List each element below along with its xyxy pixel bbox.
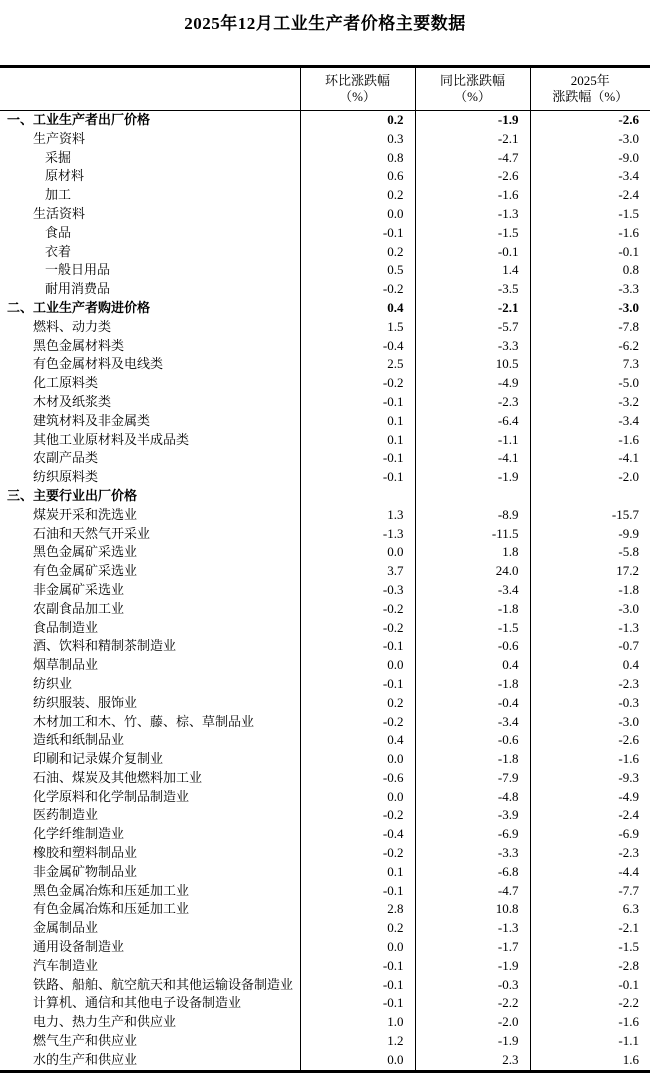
table-row: [0, 130, 650, 149]
yoy-value: -3.5: [415, 280, 530, 299]
yoy-value: -4.1: [415, 449, 530, 468]
ytd-value: -3.4: [618, 168, 639, 184]
row-label: 建筑材料及非金属类: [0, 412, 300, 431]
yoy-value: -4.9: [415, 374, 530, 393]
row-label: 原材料: [0, 167, 300, 186]
ytd-value: -3.0: [618, 130, 639, 146]
row-label: 有色金属矿采选业: [0, 562, 300, 581]
mom-value: -0.1: [300, 637, 415, 656]
yoy-value: -3.3: [415, 337, 530, 356]
row-label: 金属制品业: [0, 919, 300, 938]
table-row: [0, 337, 650, 356]
yoy-value: -0.1: [415, 243, 530, 262]
mom-value: 0.0: [300, 543, 415, 562]
mom-value: 0.0: [300, 938, 415, 957]
row-label: 农副产品类: [0, 449, 300, 468]
ytd-value: -5.0: [618, 375, 639, 391]
ytd-value: -1.1: [618, 1033, 639, 1049]
table-row: [0, 543, 650, 562]
column-header-mom-line2: （%）: [339, 89, 376, 104]
row-label: 其他工业原材料及半成品类: [0, 431, 300, 450]
table-row: [0, 1032, 650, 1051]
ytd-value: -3.3: [618, 281, 639, 297]
ytd-value: -9.0: [618, 149, 639, 165]
yoy-value: -0.3: [415, 976, 530, 995]
mom-value: -0.3: [300, 581, 415, 600]
mom-value: -0.1: [300, 957, 415, 976]
row-label: 医药制造业: [0, 806, 300, 825]
ytd-value: -0.1: [618, 243, 639, 259]
row-label: 石油和天然气开采业: [0, 525, 300, 544]
row-label: 食品制造业: [0, 619, 300, 638]
table-row: [0, 675, 650, 694]
yoy-value: -5.7: [415, 318, 530, 337]
table-row: [0, 619, 650, 638]
yoy-value: -3.9: [415, 806, 530, 825]
row-label: 印刷和记录媒介复制业: [0, 750, 300, 769]
mom-value: -1.3: [300, 525, 415, 544]
ytd-value: -0.1: [618, 976, 639, 992]
ytd-value: -15.7: [611, 506, 639, 522]
table-row: [0, 525, 650, 544]
ytd-value: -1.6: [618, 1014, 639, 1030]
mom-value: 0.1: [300, 431, 415, 450]
yoy-value: -0.6: [415, 637, 530, 656]
mom-value: 0.4: [300, 299, 415, 318]
mom-value: 3.7: [300, 562, 415, 581]
yoy-value: -1.9: [415, 468, 530, 487]
yoy-value: -4.8: [415, 788, 530, 807]
row-label: 二、工业生产者购进价格: [0, 299, 300, 318]
yoy-value: -1.5: [415, 224, 530, 243]
ytd-value: -7.7: [618, 882, 639, 898]
ytd-value: -9.3: [618, 769, 639, 785]
ytd-value: -6.9: [618, 826, 639, 842]
ytd-value: 6.3: [622, 901, 639, 917]
yoy-value: -4.7: [415, 149, 530, 168]
row-label: 通用设备制造业: [0, 938, 300, 957]
yoy-value: -1.3: [415, 205, 530, 224]
yoy-value: 2.3: [415, 1051, 530, 1071]
table-row: [0, 506, 650, 525]
table-row: [0, 863, 650, 882]
yoy-value: -1.9: [415, 1032, 530, 1051]
ytd-value: -3.0: [618, 713, 639, 729]
ytd-value: -1.6: [618, 431, 639, 447]
mom-value: -0.1: [300, 224, 415, 243]
table-row: [0, 243, 650, 262]
column-header-yoy-line1: 同比涨跌幅: [439, 73, 505, 88]
mom-value: -0.1: [300, 675, 415, 694]
table-row: [0, 713, 650, 732]
ytd-value: -3.0: [618, 299, 639, 315]
yoy-value: -1.8: [415, 600, 530, 619]
ytd-value: -1.6: [618, 224, 639, 240]
table-row: [0, 1051, 650, 1071]
ytd-value: -6.2: [618, 337, 639, 353]
mom-value: 0.0: [300, 750, 415, 769]
row-label: 橡胶和塑料制品业: [0, 844, 300, 863]
mom-value: 2.8: [300, 900, 415, 919]
yoy-value: -1.3: [415, 919, 530, 938]
column-header-yoy: [415, 67, 530, 111]
mom-value: 0.0: [300, 1051, 415, 1071]
ytd-value: 1.6: [622, 1051, 639, 1067]
ytd-value: -1.5: [618, 939, 639, 955]
ytd-value: -1.8: [618, 581, 639, 597]
ytd-value: -2.8: [618, 957, 639, 973]
ytd-value: -0.3: [618, 694, 639, 710]
table-row: [0, 994, 650, 1013]
table-row: [0, 900, 650, 919]
row-label: 加工: [0, 186, 300, 205]
row-label: 黑色金属冶炼和压延加工业: [0, 882, 300, 901]
yoy-value: -2.3: [415, 393, 530, 412]
yoy-value: 24.0: [415, 562, 530, 581]
row-label: 烟草制品业: [0, 656, 300, 675]
ytd-value: 0.8: [622, 262, 639, 278]
yoy-value: -1.7: [415, 938, 530, 957]
mom-value: 0.2: [300, 243, 415, 262]
row-label: 纺织服装、服饰业: [0, 694, 300, 713]
table-row: [0, 656, 650, 675]
ytd-value: -0.7: [618, 638, 639, 654]
ytd-value: -2.1: [618, 920, 639, 936]
row-label: 有色金属材料及电线类: [0, 355, 300, 374]
yoy-value: -6.9: [415, 825, 530, 844]
mom-value: -0.1: [300, 449, 415, 468]
table-row: [0, 976, 650, 995]
row-label: 黑色金属矿采选业: [0, 543, 300, 562]
ytd-value: -2.0: [618, 469, 639, 485]
row-label: 食品: [0, 224, 300, 243]
ytd-value: -2.2: [618, 995, 639, 1011]
yoy-value: 1.4: [415, 261, 530, 280]
table-row: [0, 449, 650, 468]
table-row: [0, 149, 650, 168]
row-label: 化学原料和化学制品制造业: [0, 788, 300, 807]
mom-value: 2.5: [300, 355, 415, 374]
yoy-value: -8.9: [415, 506, 530, 525]
table-row: [0, 186, 650, 205]
ytd-value: -7.8: [618, 318, 639, 334]
row-label: 三、主要行业出厂价格: [0, 487, 300, 506]
mom-value: 1.0: [300, 1013, 415, 1032]
mom-value: -0.1: [300, 882, 415, 901]
yoy-value: -6.8: [415, 863, 530, 882]
mom-value: 0.0: [300, 205, 415, 224]
row-label: 衣着: [0, 243, 300, 262]
header-row: [0, 67, 650, 111]
ytd-value: -3.2: [618, 393, 639, 409]
table-row: [0, 374, 650, 393]
mom-value: -0.4: [300, 825, 415, 844]
ytd-value: -9.9: [618, 525, 639, 541]
yoy-value: -2.0: [415, 1013, 530, 1032]
mom-value: 1.2: [300, 1032, 415, 1051]
mom-value: -0.4: [300, 337, 415, 356]
ytd-value: [530, 487, 650, 506]
mom-value: 0.2: [300, 111, 415, 130]
table-row: [0, 844, 650, 863]
mom-value: -0.2: [300, 600, 415, 619]
yoy-value: -1.9: [415, 111, 530, 130]
ytd-value: -3.4: [618, 412, 639, 428]
mom-value: -0.1: [300, 393, 415, 412]
row-label: 酒、饮料和精制茶制造业: [0, 637, 300, 656]
table-row: [0, 600, 650, 619]
table-row: [0, 205, 650, 224]
table-row: [0, 355, 650, 374]
mom-value: 0.6: [300, 167, 415, 186]
mom-value: 1.3: [300, 506, 415, 525]
row-label: 化学纤维制造业: [0, 825, 300, 844]
column-header-label: [0, 67, 300, 111]
mom-value: -0.2: [300, 374, 415, 393]
yoy-value: -3.4: [415, 581, 530, 600]
yoy-value: -1.8: [415, 750, 530, 769]
column-header-ytd-line1: 2025年: [570, 73, 610, 88]
yoy-value: -3.3: [415, 844, 530, 863]
mom-value: 0.5: [300, 261, 415, 280]
yoy-value: -3.4: [415, 713, 530, 732]
yoy-value: -7.9: [415, 769, 530, 788]
price-table-body: [0, 111, 650, 1072]
mom-value: -0.6: [300, 769, 415, 788]
yoy-value: -0.6: [415, 731, 530, 750]
yoy-value: -1.8: [415, 675, 530, 694]
yoy-value: 10.8: [415, 900, 530, 919]
table-row: [0, 957, 650, 976]
yoy-value: -2.6: [415, 167, 530, 186]
table-row: [0, 806, 650, 825]
mom-value: -0.1: [300, 976, 415, 995]
row-label: 农副食品加工业: [0, 600, 300, 619]
row-label: 燃气生产和供应业: [0, 1032, 300, 1051]
yoy-value: -2.1: [415, 299, 530, 318]
table-row: [0, 412, 650, 431]
ytd-value: -2.6: [618, 112, 639, 127]
table-row: [0, 167, 650, 186]
mom-value: 0.0: [300, 656, 415, 675]
table-row: [0, 938, 650, 957]
ytd-value: -2.3: [618, 845, 639, 861]
row-label: 电力、热力生产和供应业: [0, 1013, 300, 1032]
table-row: [0, 637, 650, 656]
row-label: 生活资料: [0, 205, 300, 224]
table-row: [0, 731, 650, 750]
mom-value: 0.0: [300, 788, 415, 807]
row-label: 木材及纸浆类: [0, 393, 300, 412]
price-table: [0, 65, 650, 1073]
table-row: [0, 769, 650, 788]
column-header-yoy-line2: （%）: [454, 89, 491, 104]
row-label: 燃料、动力类: [0, 318, 300, 337]
column-header-ytd-line2: 涨跌幅（%）: [552, 89, 629, 104]
row-label: 汽车制造业: [0, 957, 300, 976]
ytd-value: -2.6: [618, 732, 639, 748]
ytd-value: -1.5: [618, 205, 639, 221]
ytd-value: 17.2: [616, 563, 639, 579]
yoy-value: -1.5: [415, 619, 530, 638]
ytd-value: -1.6: [618, 751, 639, 767]
row-label: 一般日用品: [0, 261, 300, 280]
mom-value: -0.1: [300, 994, 415, 1013]
yoy-value: -0.4: [415, 694, 530, 713]
yoy-value: 0.4: [415, 656, 530, 675]
table-row: [0, 487, 650, 506]
mom-value: 0.8: [300, 149, 415, 168]
mom-value: -0.2: [300, 619, 415, 638]
mom-value: 0.1: [300, 412, 415, 431]
mom-value: -0.1: [300, 468, 415, 487]
row-label: 木材加工和木、竹、藤、棕、草制品业: [0, 713, 300, 732]
mom-value: -0.2: [300, 844, 415, 863]
yoy-value: 1.8: [415, 543, 530, 562]
yoy-value: -1.6: [415, 186, 530, 205]
table-row: [0, 280, 650, 299]
mom-value: 0.3: [300, 130, 415, 149]
yoy-value: -1.1: [415, 431, 530, 450]
row-label: 一、工业生产者出厂价格: [0, 111, 300, 130]
row-label: 非金属矿物制品业: [0, 863, 300, 882]
row-label: 纺织原料类: [0, 468, 300, 487]
mom-value: -0.2: [300, 280, 415, 299]
mom-value: -0.2: [300, 713, 415, 732]
row-label: 耐用消费品: [0, 280, 300, 299]
table-row: [0, 919, 650, 938]
table-row: [0, 431, 650, 450]
ytd-value: -2.3: [618, 675, 639, 691]
table-row: [0, 788, 650, 807]
ytd-value: -1.3: [618, 619, 639, 635]
table-row: [0, 318, 650, 337]
mom-value: 0.4: [300, 731, 415, 750]
ytd-value: -4.1: [618, 450, 639, 466]
row-label: 非金属矿采选业: [0, 581, 300, 600]
row-label: 化工原料类: [0, 374, 300, 393]
ytd-value: -3.0: [618, 600, 639, 616]
ytd-value: -2.4: [618, 187, 639, 203]
row-label: 水的生产和供应业: [0, 1051, 300, 1071]
row-label: 计算机、通信和其他电子设备制造业: [0, 994, 300, 1013]
mom-value: -0.2: [300, 806, 415, 825]
table-row: [0, 1013, 650, 1032]
table-row: [0, 562, 650, 581]
ytd-value: 0.4: [622, 657, 639, 673]
yoy-value: -2.2: [415, 994, 530, 1013]
column-header-ytd: [530, 67, 650, 111]
mom-value: 0.2: [300, 919, 415, 938]
mom-value: 1.5: [300, 318, 415, 337]
yoy-value: -2.1: [415, 130, 530, 149]
table-header: [0, 67, 650, 111]
row-label: 有色金属冶炼和压延加工业: [0, 900, 300, 919]
table-row: [0, 694, 650, 713]
row-label: 造纸和纸制品业: [0, 731, 300, 750]
row-label: 采掘: [0, 149, 300, 168]
ytd-value: -4.9: [618, 788, 639, 804]
yoy-value: 10.5: [415, 355, 530, 374]
row-label: 铁路、船舶、航空航天和其他运输设备制造业: [0, 976, 300, 995]
table-row: [0, 111, 650, 130]
table-row: [0, 468, 650, 487]
mom-value: 0.1: [300, 863, 415, 882]
yoy-value: -1.9: [415, 957, 530, 976]
mom-value: [300, 487, 415, 506]
table-row: [0, 882, 650, 901]
ytd-value: 7.3: [622, 356, 639, 372]
yoy-value: -6.4: [415, 412, 530, 431]
table-row: [0, 261, 650, 280]
table-row: [0, 299, 650, 318]
page-title: 2025年12月工业生产者价格主要数据: [184, 14, 466, 33]
table-row: [0, 581, 650, 600]
yoy-value: -11.5: [415, 525, 530, 544]
ytd-value: -5.8: [618, 544, 639, 560]
mom-value: 0.2: [300, 186, 415, 205]
row-label: 煤炭开采和洗选业: [0, 506, 300, 525]
table-row: [0, 393, 650, 412]
table-row: [0, 825, 650, 844]
ytd-value: -2.4: [618, 807, 639, 823]
row-label: 纺织业: [0, 675, 300, 694]
table-row: [0, 750, 650, 769]
ytd-value: -4.4: [618, 863, 639, 879]
column-header-mom: [300, 67, 415, 111]
yoy-value: -4.7: [415, 882, 530, 901]
row-label: 生产资料: [0, 130, 300, 149]
row-label: 石油、煤炭及其他燃料加工业: [0, 769, 300, 788]
column-header-mom-line1: 环比涨跌幅: [324, 73, 390, 88]
row-label: 黑色金属材料类: [0, 337, 300, 356]
mom-value: 0.2: [300, 694, 415, 713]
yoy-value: [415, 487, 530, 506]
table-row: [0, 224, 650, 243]
